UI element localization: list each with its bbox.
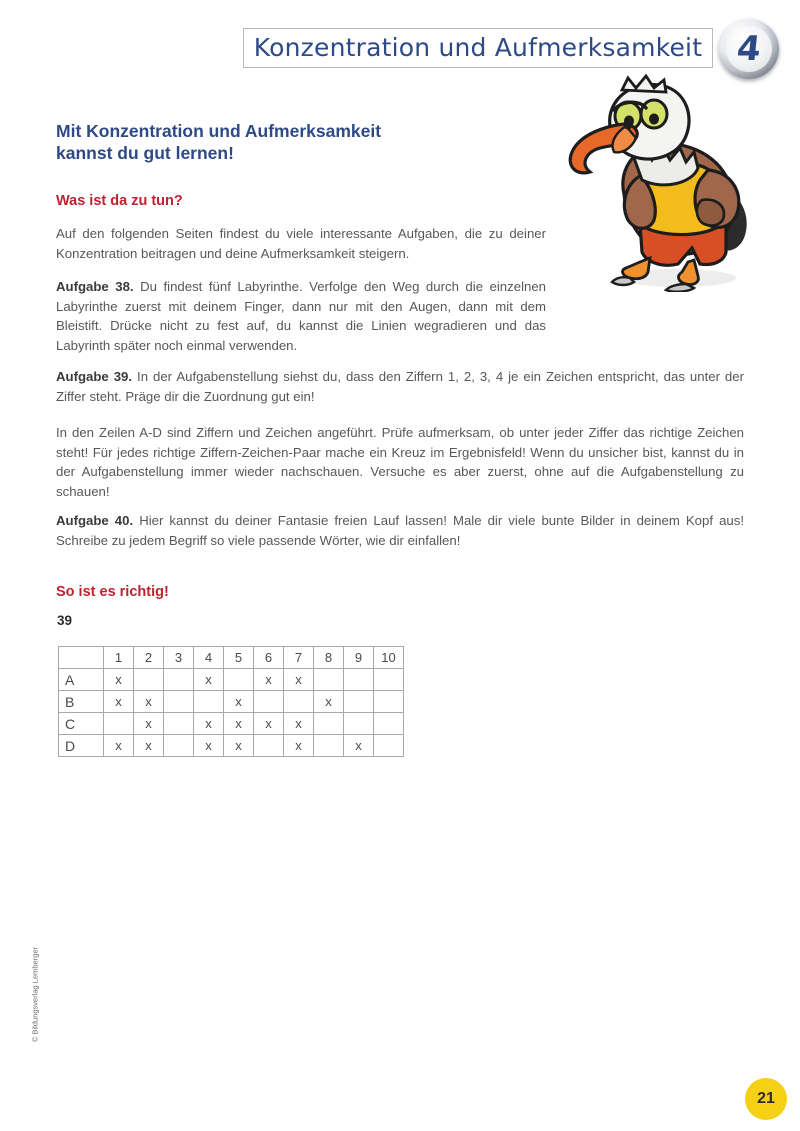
solution-table-cell-D2: x xyxy=(134,735,164,757)
solution-table-column-header-6: 6 xyxy=(254,647,284,669)
solution-table-cell-C7: x xyxy=(284,713,314,735)
solution-table-cell-C10 xyxy=(374,713,404,735)
task-39-label: Aufgabe 39. xyxy=(56,369,133,384)
solution-table-cell-D1: x xyxy=(104,735,134,757)
solution-table-cell-C4: x xyxy=(194,713,224,735)
solution-table-cell-D6 xyxy=(254,735,284,757)
solution-table-cell-D10 xyxy=(374,735,404,757)
solution-table-cell-D8 xyxy=(314,735,344,757)
solution-table-cell-A1: x xyxy=(104,669,134,691)
solution-table-cell-B3 xyxy=(164,691,194,713)
chapter-badge xyxy=(719,19,779,79)
solution-table-cell-D4: x xyxy=(194,735,224,757)
solution-table-column-header-10: 10 xyxy=(374,647,404,669)
solution-table-cell-A2 xyxy=(134,669,164,691)
task-40-paragraph xyxy=(56,511,744,550)
solution-table-header-row xyxy=(59,647,404,669)
solution-table-cell-C6: x xyxy=(254,713,284,735)
solution-table-cell-A4: x xyxy=(194,669,224,691)
solution-table-column-header-1: 1 xyxy=(104,647,134,669)
solution-table-column-header-3: 3 xyxy=(164,647,194,669)
solution-table-cell-C2: x xyxy=(134,713,164,735)
task-39-continuation-paragraph: In den Zeilen A-D sind Ziffern und Zeichen angeführt. Prüfe aufmerksam, ob unter jeder Ziffer das richtige Zeichen steht! Für jedes richtige Ziffern-Zeichen-Paar mache ein Kreuz im Ergebnisfeld! Wenn du unsicher bist, kannst du in der Aufgabenstellung immer wieder nachschauen. Versuche es aber zuerst, ohne auf die Aufgabenstellung zu schauen! xyxy=(56,425,744,499)
solution-table-cell-D7: x xyxy=(284,735,314,757)
task-38-label: Aufgabe 38. xyxy=(56,279,134,294)
solution-table-cell-A9 xyxy=(344,669,374,691)
solution-table-column-header-4: 4 xyxy=(194,647,224,669)
solution-table-corner-cell xyxy=(59,647,104,669)
solution-table-row-label-D: D xyxy=(59,735,104,757)
page-number-badge: 21 xyxy=(745,1078,787,1120)
solution-table-cell-B9 xyxy=(344,691,374,713)
copyright-notice: © Bildungsverlag Lemberger xyxy=(30,946,40,1043)
solution-table-cell-C1 xyxy=(104,713,134,735)
chapter-badge-inner xyxy=(726,26,772,72)
solution-table-cell-B8: x xyxy=(314,691,344,713)
solution-table-cell-A10 xyxy=(374,669,404,691)
solution-table-row-label-C: C xyxy=(59,713,104,735)
task-39-paragraph xyxy=(56,367,744,406)
solution-table xyxy=(58,646,404,757)
page-header-box xyxy=(243,28,713,68)
solution-exercise-number: 39 xyxy=(57,613,73,628)
solution-table-column-header-7: 7 xyxy=(284,647,314,669)
solution-table-cell-D9: x xyxy=(344,735,374,757)
solution-table-cell-B4 xyxy=(194,691,224,713)
intro-paragraph: Auf den folgenden Seiten findest du viele interessante Aufgaben, die zu deiner Konzentration beitragen und deine Aufmerksamkeit steigern. xyxy=(56,226,546,261)
solution-table-cell-C5: x xyxy=(224,713,254,735)
solution-table-column-header-2: 2 xyxy=(134,647,164,669)
section-heading xyxy=(56,120,476,164)
task-40-label: Aufgabe 40. xyxy=(56,513,134,528)
task-40-text: Hier kannst du deiner Fantasie freien Lauf lassen! Male dir viele bunte Bilder in deinem Kopf aus! Schreibe zu jedem Begriff so viele passende Wörter, wie dir einfallen! xyxy=(56,513,744,548)
solution-table-cell-D3 xyxy=(164,735,194,757)
solution-table-cell-C3 xyxy=(164,713,194,735)
task-38-text: Du findest fünf Labyrinthe. Verfolge den Weg durch die einzelnen Labyrinthe zuerst mit deinem Finger, dann nur mit den Augen, dann mit dem Bleistift. Drücke nicht zu fest auf, du kannst die Linien wegradieren und das Labyrinth später noch einmal verwenden. xyxy=(56,279,547,353)
solution-table-cell-B2: x xyxy=(134,691,164,713)
page-title: Konzentration und Aufmerksamkeit xyxy=(253,33,703,62)
section-heading-line2: kannst du gut lernen! xyxy=(56,143,234,163)
solution-table-column-header-9: 9 xyxy=(344,647,374,669)
solution-table-cell-B1: x xyxy=(104,691,134,713)
solution-table-cell-B10 xyxy=(374,691,404,713)
solution-table-column-header-8: 8 xyxy=(314,647,344,669)
vulture-mascot-illustration xyxy=(566,72,766,292)
solution-table-cell-C8 xyxy=(314,713,344,735)
solution-table-row-label-A: A xyxy=(59,669,104,691)
section-subheading: Was ist da zu tun? xyxy=(56,193,183,209)
solution-table-cell-C9 xyxy=(344,713,374,735)
solution-table-cell-B7 xyxy=(284,691,314,713)
solution-table-cell-A3 xyxy=(164,669,194,691)
solution-table-cell-A5 xyxy=(224,669,254,691)
solution-table-row-label-B: B xyxy=(59,691,104,713)
solution-heading: So ist es richtig! xyxy=(56,584,169,600)
solution-table-row xyxy=(59,691,404,713)
solution-table-cell-A8 xyxy=(314,669,344,691)
solution-table-row xyxy=(59,713,404,735)
section-heading-line1: Mit Konzentration und Aufmerksamkeit xyxy=(56,121,382,141)
solution-table-cell-B6 xyxy=(254,691,284,713)
solution-table-cell-A7: x xyxy=(284,669,314,691)
solution-table-row xyxy=(59,735,404,757)
solution-table-row xyxy=(59,669,404,691)
solution-table-column-header-5: 5 xyxy=(224,647,254,669)
solution-table-body xyxy=(59,647,404,757)
task-39-text: In der Aufgabenstellung siehst du, dass den Ziffern 1, 2, 3, 4 je ein Zeichen entspricht, das unter der Ziffer steht. Präge dir die Zuordnung gut ein! xyxy=(56,369,744,404)
task-38-paragraph xyxy=(56,277,546,355)
solution-table-cell-B5: x xyxy=(224,691,254,713)
solution-table-cell-A6: x xyxy=(254,669,284,691)
solution-table-cell-D5: x xyxy=(224,735,254,757)
chapter-number: 4 xyxy=(735,29,763,69)
